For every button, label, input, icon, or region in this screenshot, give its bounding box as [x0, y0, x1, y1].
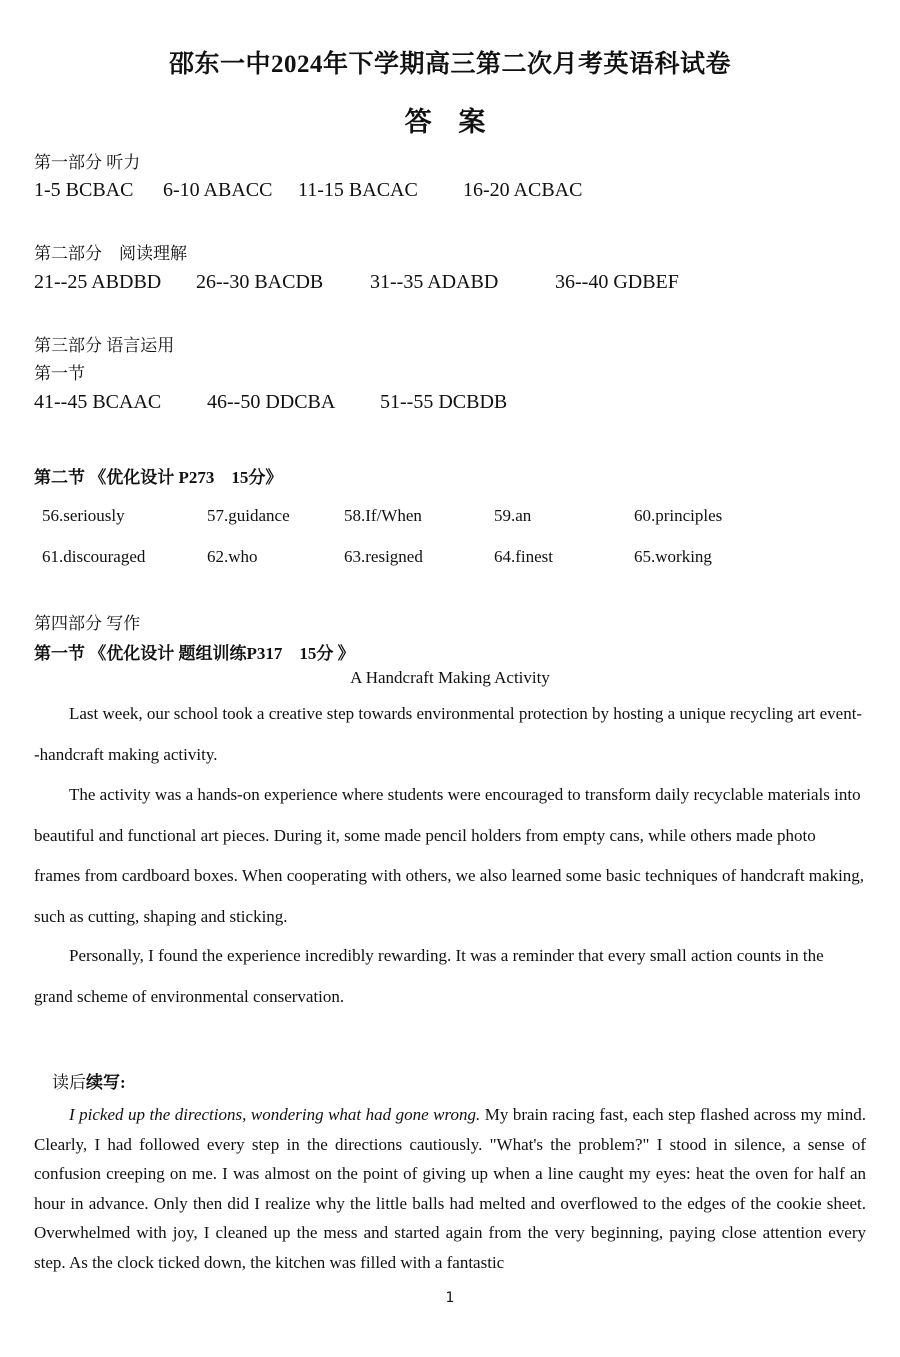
continuation-text: My brain racing fast, each step flashed across my mind. Clearly, I had followed every step in the directions cautiously. "What's the problem?" I stood in silence, a sense of confusion creeping on me. I was almost on the point of giving up when a line caught my eyes: heat the oven for half an hour in advance. Only then did I realize why the little balls had melted and overflowed to the edges of the cookie sheet. Overwhelmed with joy, I cleaned up the mess and started again from the very beginning, paying close attention every step. As the clock ticked down, the kitchen was filled with a fantastic — [34, 1105, 866, 1272]
essay-paragraph: Last week, our school took a creative step towards environmental protection by hosting a unique recycling art event--handcraft making activity. — [34, 704, 863, 764]
page-subtitle: 答 案 — [404, 107, 496, 137]
continuation-opening: I picked up the directions, wondering what had gone wrong. — [69, 1105, 481, 1124]
answer-group: 11-15 BACAC — [298, 179, 418, 201]
part3-heading: 第三部分 语言运用 — [34, 336, 175, 355]
fill-answer: 63.resigned — [344, 547, 423, 566]
part1-heading: 第一部分 听力 — [34, 153, 141, 172]
answer-group: 36--40 GDBEF — [555, 271, 679, 293]
fill-answer: 65.working — [634, 547, 712, 566]
answer-group: 6-10 ABACC — [163, 179, 273, 201]
fill-answer: 60.principles — [634, 506, 723, 525]
page-number: 1 — [445, 1290, 455, 1306]
continuation-label: 读后续写: — [52, 1073, 126, 1092]
continuation-paragraph — [34, 1100, 866, 1277]
fill-answer: 59.an — [494, 506, 532, 525]
answer-group: 31--35 ADABD — [370, 271, 499, 293]
part2-heading: 第二部分 阅读理解 — [34, 244, 187, 263]
fill-answer: 58.If/When — [344, 506, 422, 525]
part3-section1-heading: 第一节 — [34, 364, 85, 383]
answer-group: 41--45 BCAAC — [34, 391, 162, 413]
part3-section2-heading: 第二节 《优化设计 P273 15分》 — [34, 468, 283, 487]
page-title: 邵东一中2024年下学期高三第二次月考英语科试卷 — [168, 51, 731, 78]
answer-group: 21--25 ABDBD — [34, 271, 162, 293]
answer-group: 51--55 DCBDB — [380, 391, 508, 413]
part4-section1-heading: 第一节 《优化设计 题组训练P317 15分 》 — [34, 644, 355, 663]
answer-group: 26--30 BACDB — [196, 271, 324, 293]
fill-answer: 64.finest — [494, 547, 554, 566]
answer-group: 46--50 DDCBA — [207, 391, 336, 413]
part4-heading: 第四部分 写作 — [34, 614, 141, 633]
fill-answer: 61.discouraged — [42, 547, 146, 566]
essay-title: A Handcraft Making Activity — [350, 668, 550, 687]
fill-answer: 62.who — [207, 547, 258, 566]
fill-answer: 57.guidance — [207, 506, 290, 525]
answer-group: 16-20 ACBAC — [463, 179, 583, 201]
essay-paragraph: The activity was a hands-on experience where students were encouraged to transform daily recyclable materials into beautiful and functional art pieces. During it, some made pencil holders from empty cans, while others made photo frames from cardboard boxes. When cooperating with others, we also learned some basic techniques of handcraft making, such as cutting, shaping and sticking. — [34, 785, 865, 926]
essay-paragraph: Personally, I found the experience incredibly rewarding. It was a reminder that every small action counts in the grand scheme of environmental conservation. — [34, 946, 824, 1006]
answer-group: 1-5 BCBAC — [34, 179, 134, 201]
fill-answer: 56.seriously — [42, 506, 125, 525]
